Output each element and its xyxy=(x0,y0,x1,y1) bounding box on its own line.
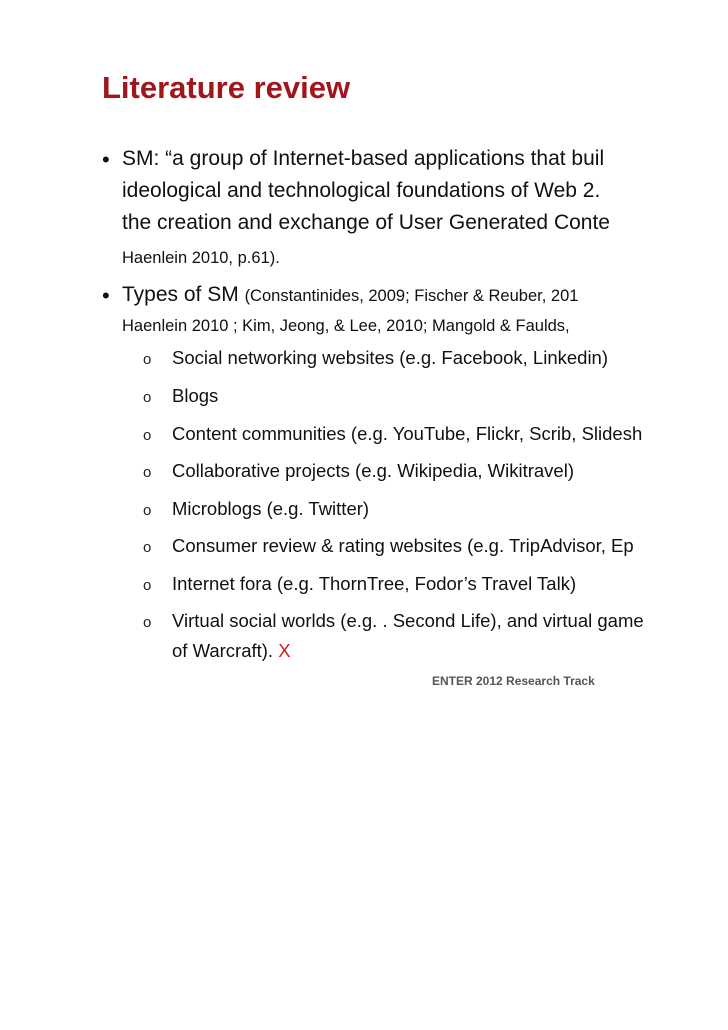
bullet1-line-2: ideological and technological foundations of Web 2. xyxy=(122,179,601,202)
sm-type-item-continuation xyxy=(172,636,291,666)
bullet2-citation-2: Haenlein 2010 ; Kim, Jeong, & Lee, 2010; Mangold & Faulds, xyxy=(122,317,570,335)
sub-bullet-marker: o xyxy=(143,427,152,444)
sm-type-item: Internet fora (e.g. ThornTree, Fodor’s Travel Talk) xyxy=(172,573,577,594)
sub-bullet-marker: o xyxy=(143,464,152,481)
sm-type-item: Social networking websites (e.g. Facebook, Linkedin) xyxy=(172,347,609,368)
sub-bullet-marker: o xyxy=(143,577,152,594)
red-x-mark: X xyxy=(278,640,291,661)
footer-text: ENTER 2012 Research Track xyxy=(432,674,595,688)
bullet1-citation: Haenlein 2010, p.61). xyxy=(122,249,280,267)
sm-type-item: Consumer review & rating websites (e.g. TripAdvisor, Ep xyxy=(172,535,634,556)
bullet1-line-1: SM: “a group of Internet-based applications that buil xyxy=(122,147,605,170)
slide-title: Literature review xyxy=(102,70,351,105)
sub-bullet-marker: o xyxy=(143,502,152,519)
sm-type-item: Collaborative projects (e.g. Wikipedia, Wikitravel) xyxy=(172,460,574,481)
bullet-marker: • xyxy=(102,283,110,308)
sm-type-item: Microblogs (e.g. Twitter) xyxy=(172,498,370,519)
bullet2-citation-1: (Constantinides, 2009; Fischer & Reuber, 201 xyxy=(244,287,579,305)
sub-bullet-marker: o xyxy=(143,539,152,556)
bullet2-line-1 xyxy=(122,280,578,311)
sm-type-item: Content communities (e.g. YouTube, Flickr, Scrib, Slidesh xyxy=(172,423,643,444)
sm-type-item: Virtual social worlds (e.g. . Second Life), and virtual game xyxy=(172,610,644,631)
sub-bullet-marker: o xyxy=(143,614,152,631)
sub-bullet-marker: o xyxy=(143,351,152,368)
sm-type-item: Blogs xyxy=(172,385,219,406)
last-item-continuation: of Warcraft). xyxy=(172,640,274,661)
sub-bullet-marker: o xyxy=(143,389,152,406)
bullet1-line-3: the creation and exchange of User Generated Conte xyxy=(122,211,610,234)
bullet-marker: • xyxy=(102,147,110,172)
bullet2-heading: Types of SM xyxy=(122,283,239,306)
